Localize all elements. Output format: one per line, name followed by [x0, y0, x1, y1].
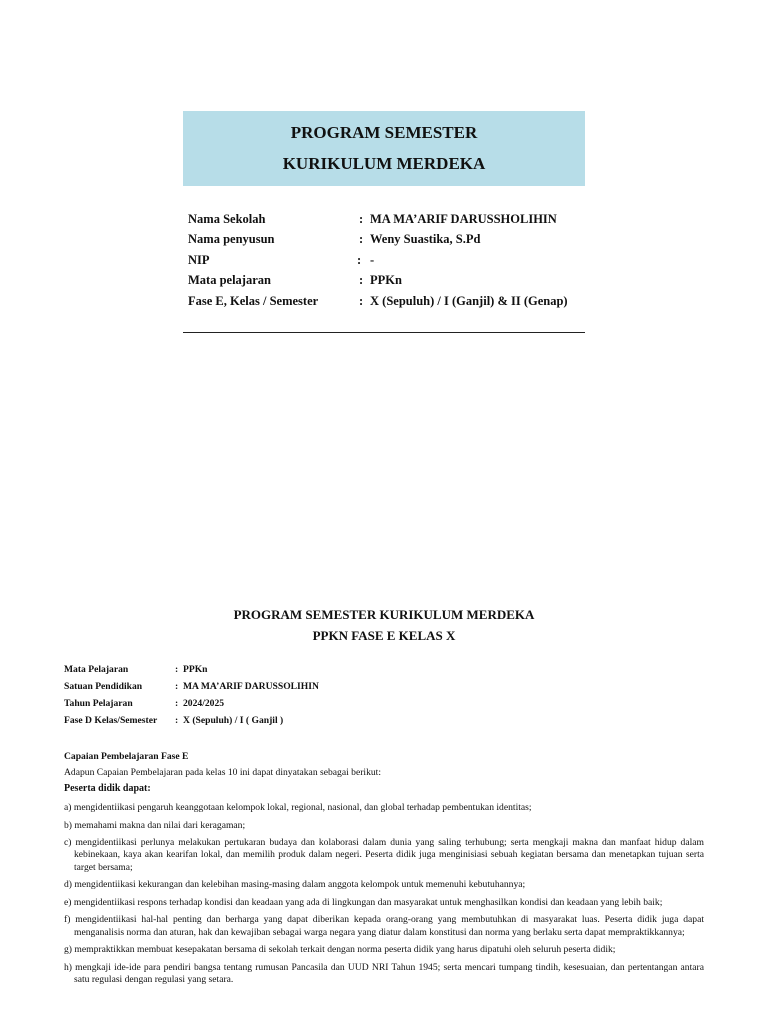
info-label: Fase E, Kelas / Semester	[188, 293, 319, 308]
meta-value: X (Sepuluh) / I ( Ganjil )	[183, 715, 284, 726]
meta-value: MA MA’ARIF DARUSSOLIHIN	[183, 681, 319, 692]
info-value: X (Sepuluh) / I (Ganjil) & II (Genap)	[370, 293, 568, 308]
outcome-item-g: g) mempraktikkan membuat kesepakatan bersama di sekolah terkait dengan norma peserta didik yang harus dipatuhi oleh seluruh peserta didik;	[64, 944, 616, 956]
info-label: Nama penyusun	[188, 232, 275, 247]
info-separator: :	[359, 232, 364, 247]
outcome-item-e: e) mengidentiikasi respons terhadap kondisi dan keadaan yang ada di lingkungan dan masyarakat untuk menghasilkan kondisi dan keadaan yang lebih baik;	[64, 896, 663, 908]
outcome-item-c: c) mengidentiikasi perlunya melakukan pertukaran budaya dan kolaborasi dalam dunia yang saling terhubung; serta mengkaji makna dan manfaat hidup dalam kebinekaan, kaya akan kearifan lokal, dan memilih produk dalam negeri. Peserta didik juga menginisiasi sebuah kegiatan bersama dan menetapkan tujuan serta target bersama;	[64, 837, 704, 873]
outcome-item-a: a) mengidentiikasi pengaruh keanggotaan kelompok lokal, regional, nasional, dan global terhadap pembentukan identitas;	[64, 802, 532, 813]
info-value: -	[370, 252, 375, 267]
cover-title-box	[183, 111, 585, 186]
cover-title-line2: KURIKULUM MERDEKA	[282, 154, 486, 173]
cp-subheading: Peserta didik dapat:	[64, 783, 151, 794]
outcome-item-f: f) mengidentiikasi hal-hal penting dan berharga yang dapat diberikan kepada orang-orang yang membutuhkan di masyarakat luas. Peserta didik juga dapat menganalisis norma dan aturan, hak dan kewajiban sebagai warga negara yang diatur dalam konstitusi dan norma yang berlaku serta dapat mempraktikkannya;	[64, 914, 704, 938]
meta-separator: :	[175, 681, 179, 692]
info-separator: :	[359, 212, 364, 226]
meta-label: Mata Pelajaran	[64, 664, 129, 675]
info-value: PPKn	[370, 273, 402, 288]
cover-title-line1: PROGRAM SEMESTER	[290, 123, 478, 142]
info-label: Mata pelajaran	[188, 273, 271, 288]
document-title: PROGRAM SEMESTER KURIKULUM MERDEKA	[233, 607, 535, 622]
meta-separator: :	[175, 698, 179, 709]
cp-heading: Capaian Pembelajaran Fase E	[64, 751, 189, 762]
meta-label: Tahun Pelajaran	[64, 698, 133, 709]
meta-separator: :	[175, 664, 179, 675]
info-value: Weny Suastika, S.Pd	[370, 232, 481, 247]
cp-intro: Adapun Capaian Pembelajaran pada kelas 10 ini dapat dinyatakan sebagai berikut:	[64, 767, 382, 778]
meta-label: Fase D Kelas/Semester	[64, 715, 158, 726]
info-separator: :	[357, 252, 362, 267]
learning-outcomes-list	[64, 802, 704, 992]
meta-value: 2024/2025	[183, 698, 225, 709]
outcome-item-d: d) mengidentiikasi kekurangan dan kelebihan masing-masing dalam anggota kelompok untuk memenuhi kebutuhannya;	[64, 879, 526, 891]
info-label: Nama Sekolah	[188, 212, 266, 226]
cover-divider	[183, 332, 585, 333]
info-separator: :	[359, 293, 364, 308]
outcome-item-b: b) memahami makna dan nilai dari keragaman;	[64, 819, 246, 831]
info-value: MA MA’ARIF DARUSSHOLIHIN	[370, 212, 557, 226]
meta-label: Satuan Pendidikan	[64, 681, 143, 692]
meta-value: PPKn	[183, 664, 208, 675]
outcome-item-h: h) mengkaji ide-ide para pendiri bangsa tentang rumusan Pancasila dan UUD NRI Tahun 1945; serta mencari tumpang tindih, kesesuaian, dan pertentangan antara satu regulasi dengan regulasi yang setara.	[64, 961, 704, 985]
info-label: NIP	[188, 252, 210, 267]
info-separator: :	[359, 273, 364, 288]
document-subtitle: PPKN FASE E KELAS X	[312, 628, 456, 643]
meta-separator: :	[175, 715, 179, 726]
